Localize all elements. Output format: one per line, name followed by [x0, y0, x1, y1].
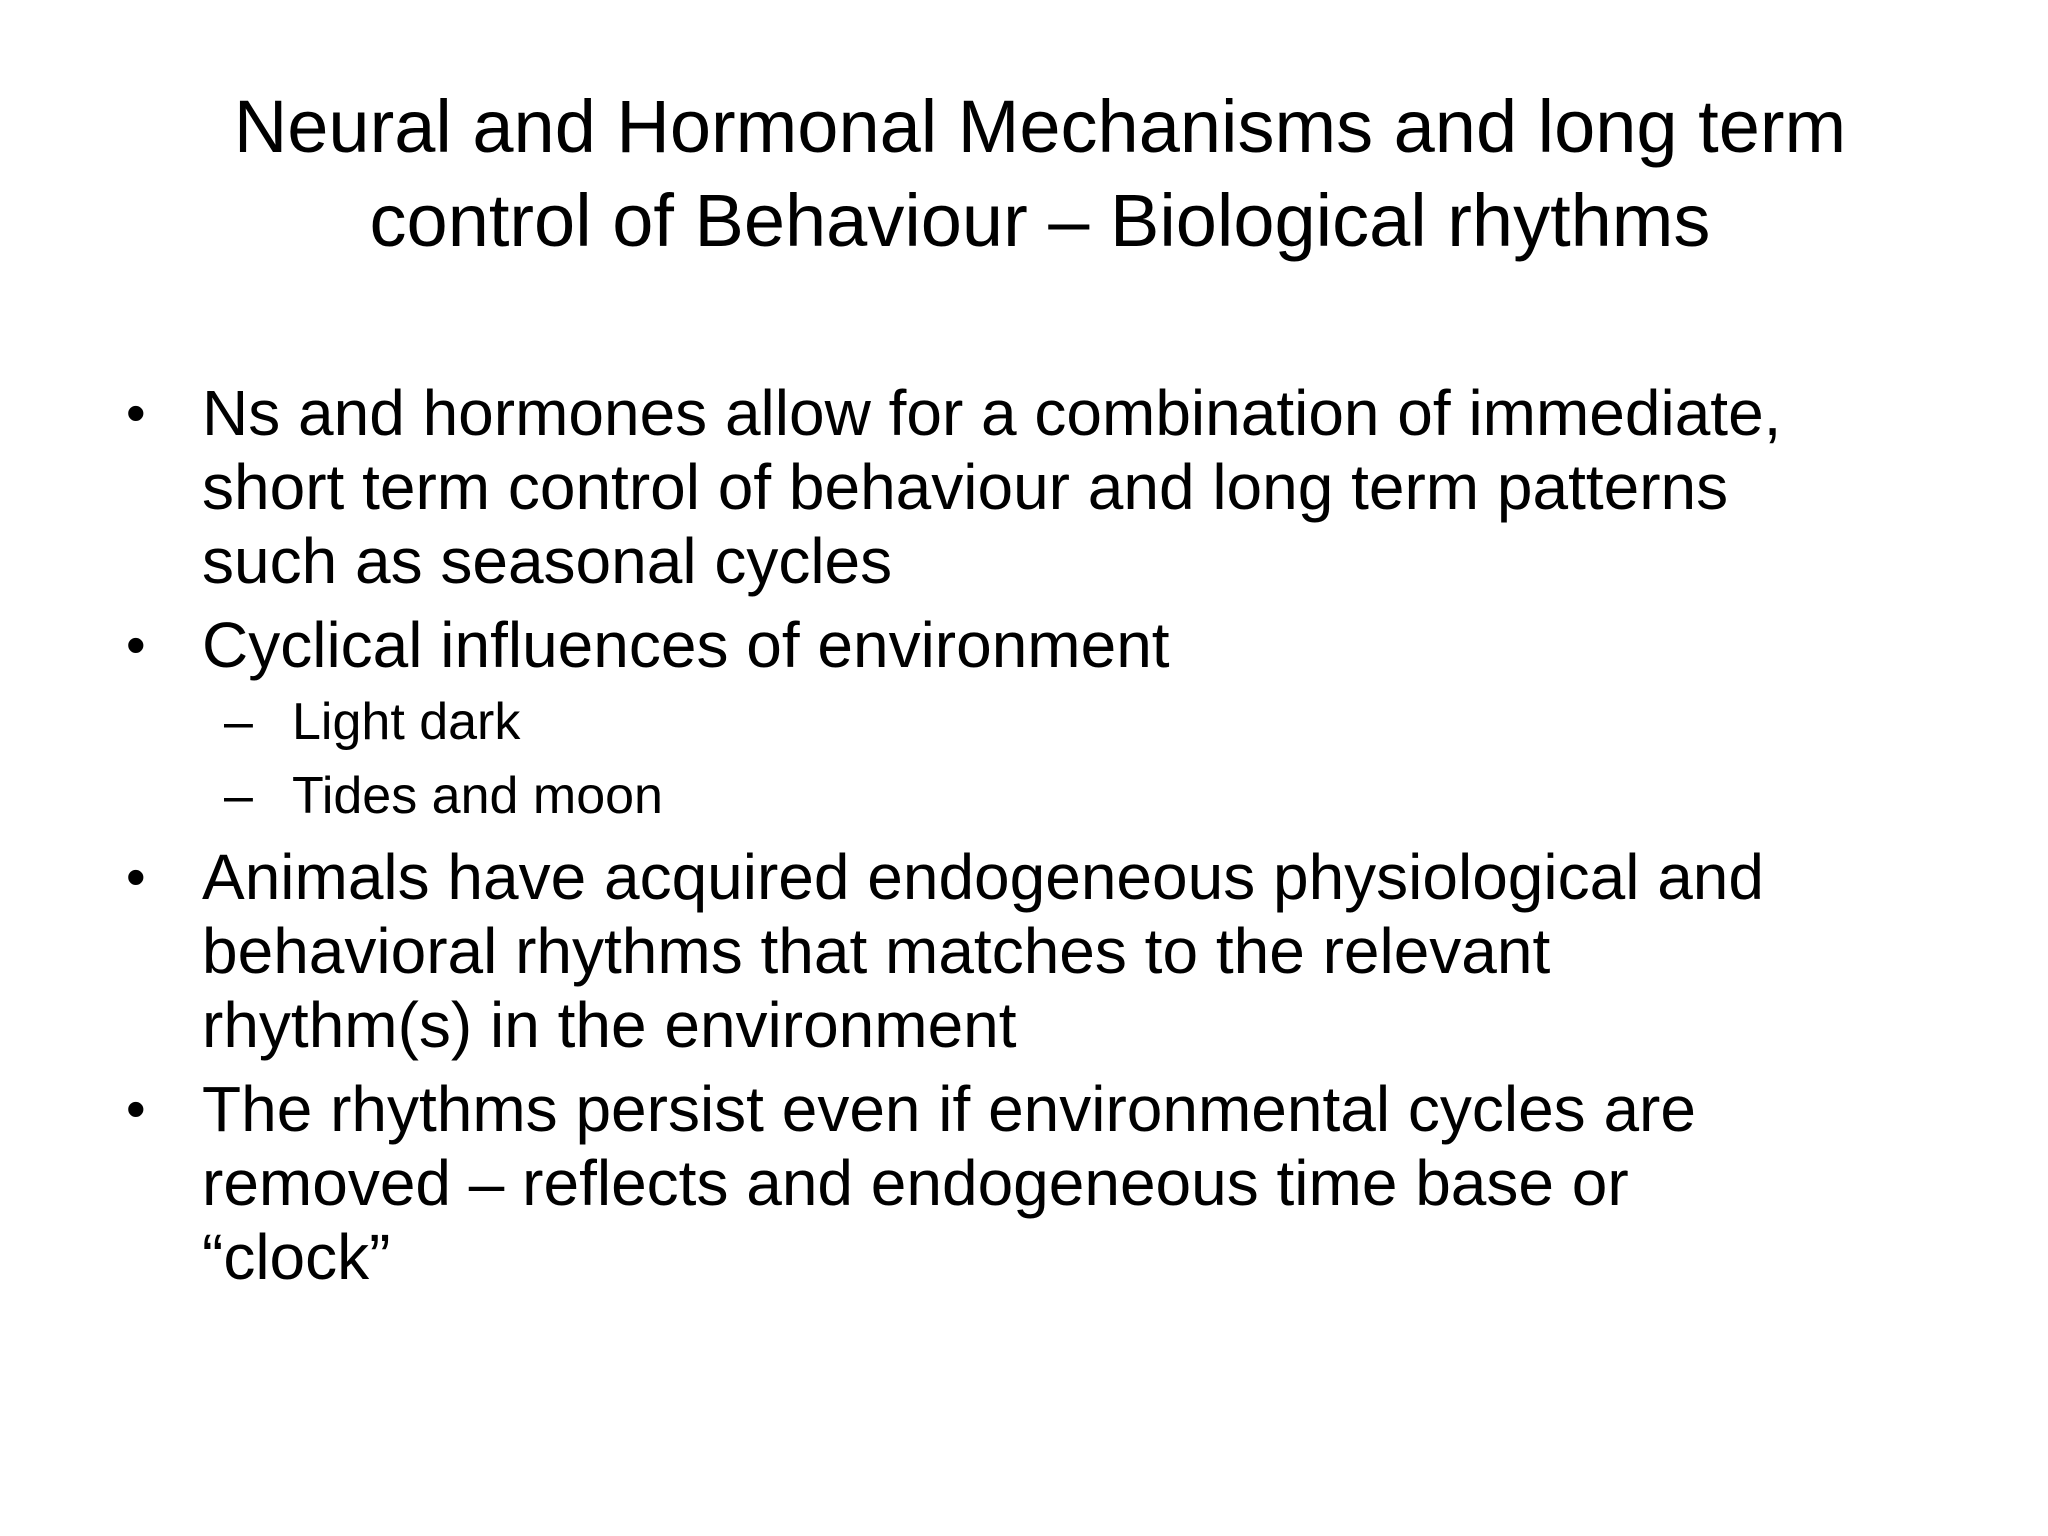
bullet-list [120, 376, 1980, 1304]
bullet-item [120, 840, 1980, 1062]
bullet-item [120, 608, 1980, 682]
bullet-text-line: Animals have acquired endogeneous physiological and [202, 841, 1764, 913]
bullet-item [120, 376, 1980, 598]
bullet-text-line: Ns and hormones allow for a combination of immediate, [202, 377, 1782, 449]
bullet-text-line: removed – reflects and endogeneous time base or [202, 1147, 1629, 1219]
bullet-text-line: behavioral rhythms that matches to the relevant [202, 915, 1551, 987]
slide-title [120, 80, 1960, 268]
bullet-text-line: The rhythms persist even if environmental cycles are [202, 1073, 1696, 1145]
bullet-item [120, 1072, 1980, 1294]
title-line: Neural and Hormonal Mechanisms and long term [233, 85, 1847, 168]
sub-bullet-item [120, 692, 1980, 752]
bullet-marker: • [126, 1077, 146, 1140]
bullet-marker: • [126, 381, 146, 444]
bullet-text-line: rhythm(s) in the environment [202, 989, 1017, 1061]
sub-bullet-marker: – [224, 693, 253, 751]
bullet-marker: • [126, 845, 146, 908]
sub-bullet-marker: – [224, 767, 253, 825]
bullet-text-line: such as seasonal cycles [202, 525, 893, 597]
sub-bullet-text: Light dark [292, 693, 521, 751]
sub-bullet-text: Tides and moon [292, 767, 663, 825]
bullet-marker: • [126, 613, 146, 676]
bullet-text-line: Cyclical influences of environment [202, 609, 1170, 681]
sub-bullet-item [120, 766, 1980, 826]
bullet-text-line: “clock” [202, 1221, 391, 1293]
title-line: control of Behaviour – Biological rhythms [369, 179, 1711, 262]
bullet-text-line: short term control of behaviour and long term patterns [202, 451, 1729, 523]
